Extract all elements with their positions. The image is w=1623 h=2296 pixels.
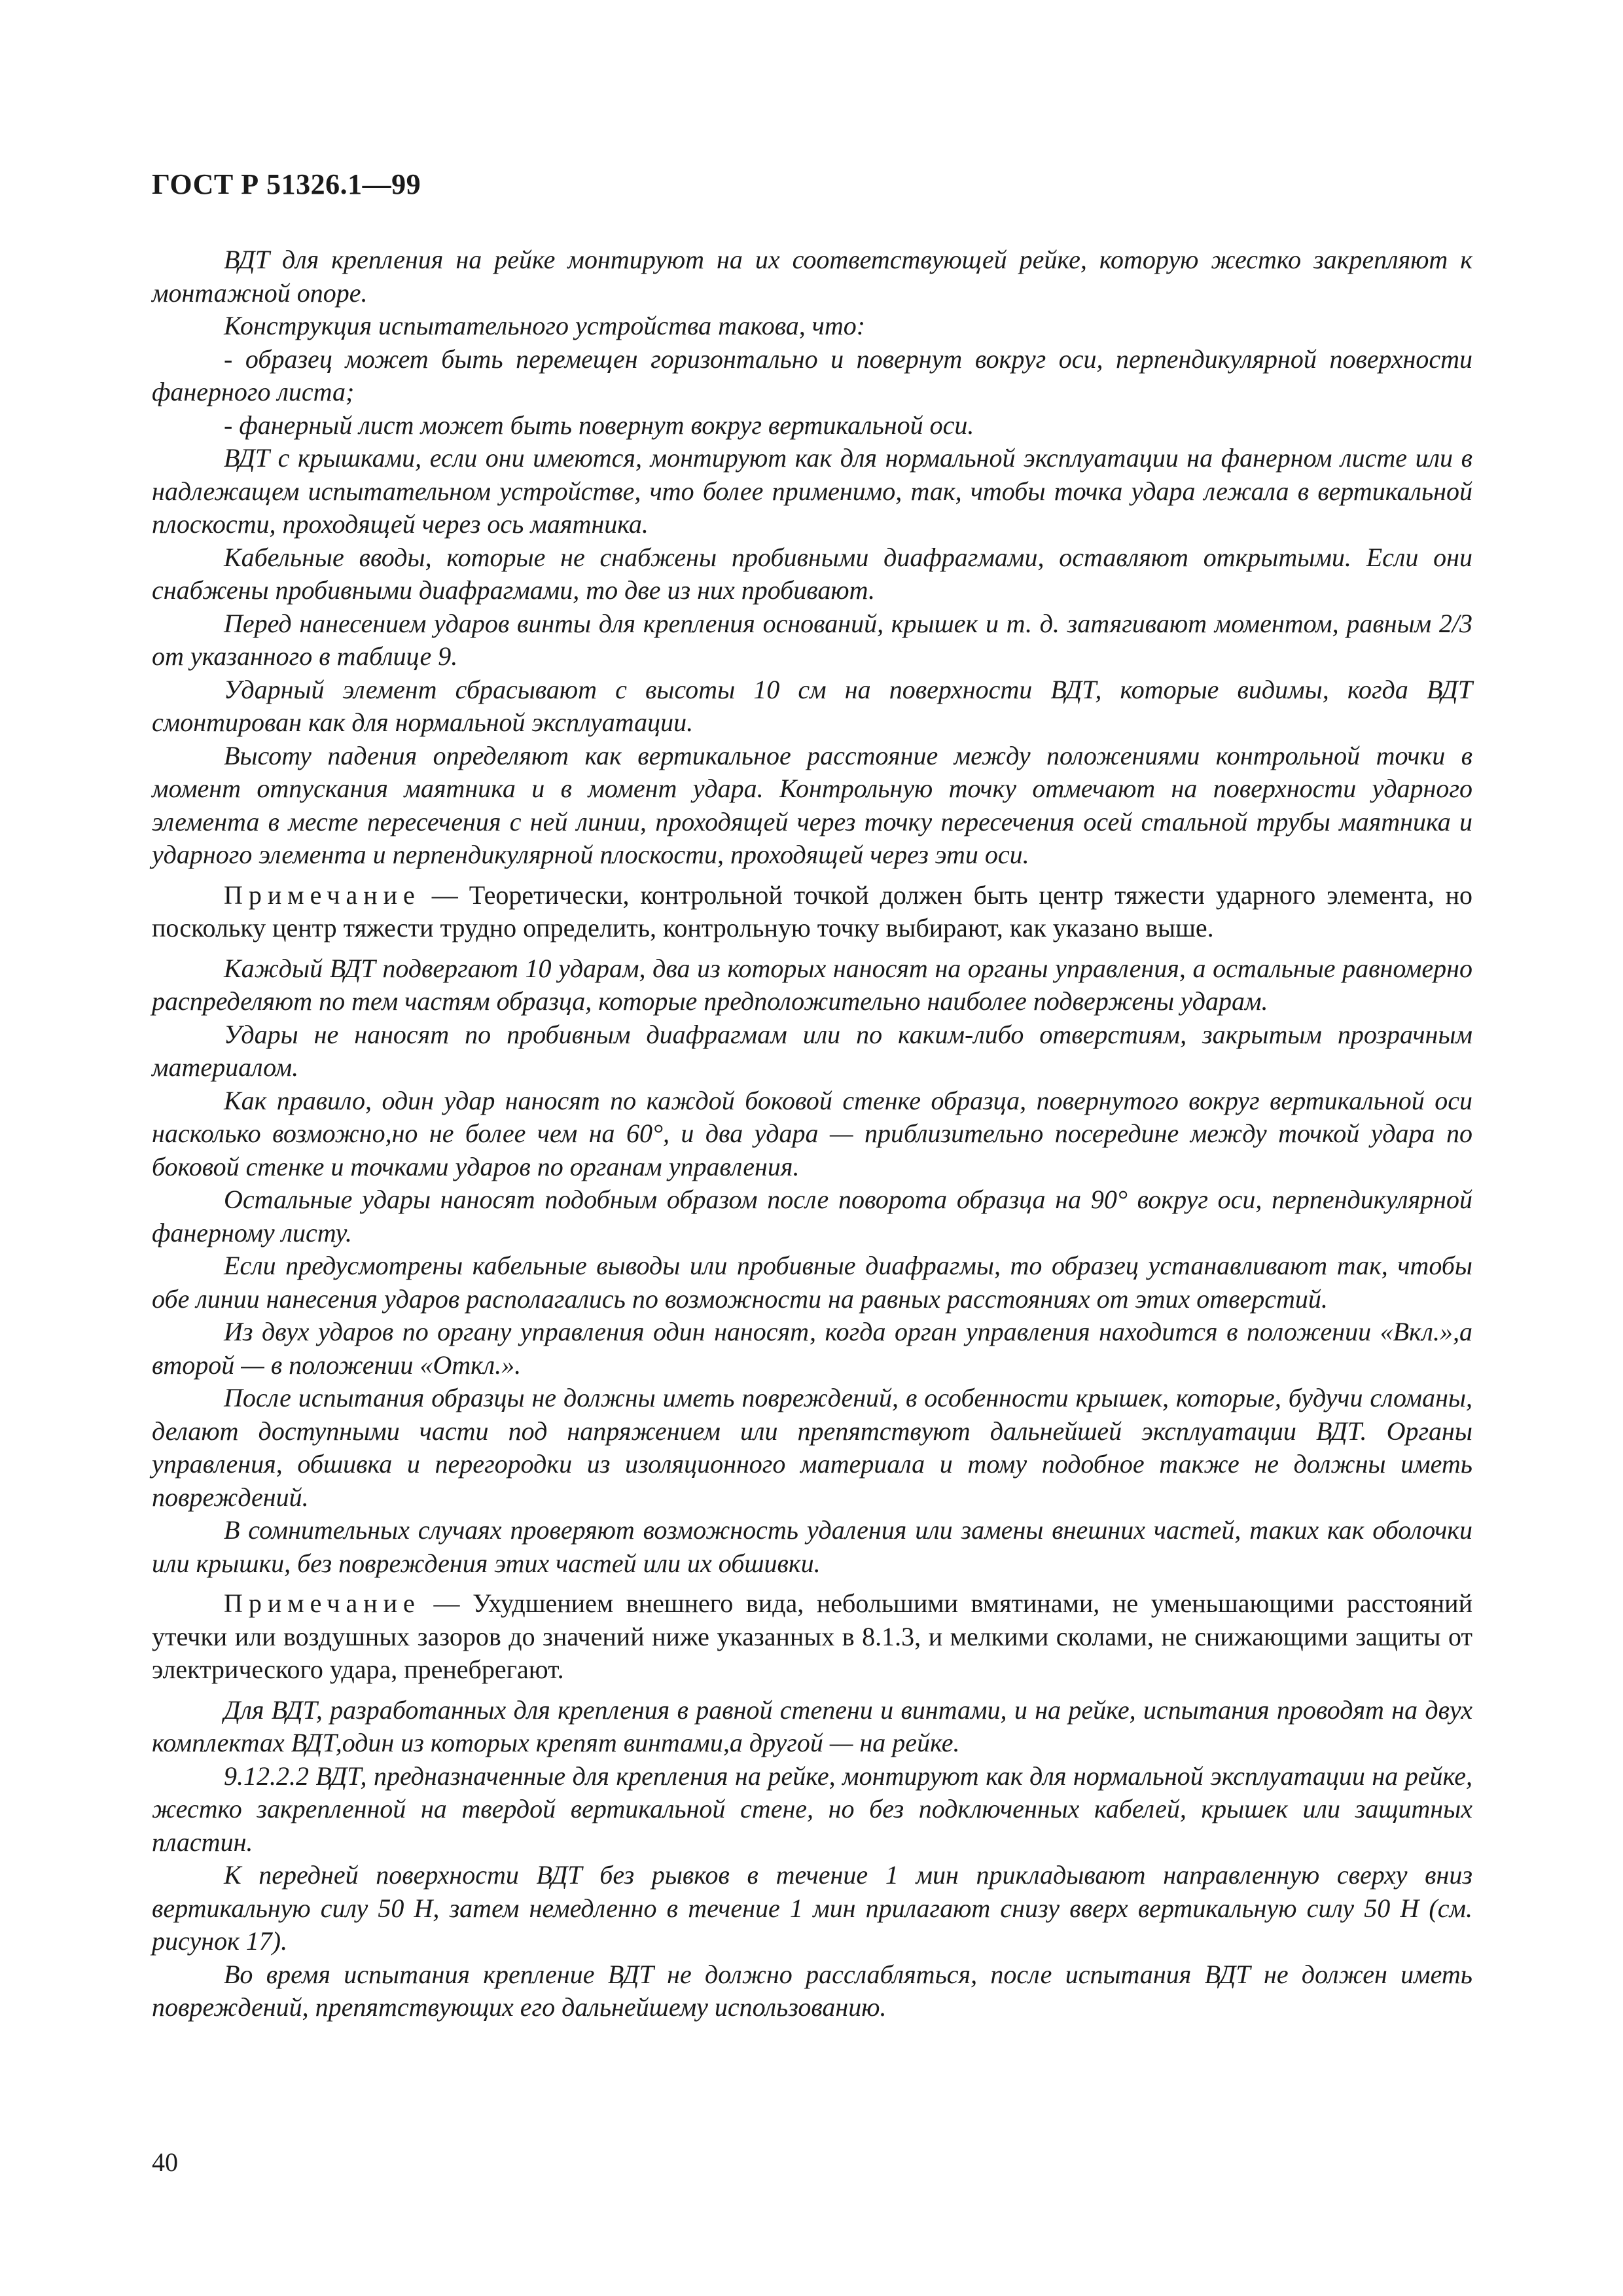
paragraph-20: К передней поверхности ВДТ без рывков в течение 1 мин прикладывают направленную сверху вниз вертикальную силу 50 Н, затем немедленно в течение 1 мин прилагают снизу вверх вертикальную силу 50 Н (см. рисунок 17).: [152, 1860, 1472, 1956]
paragraph-1: ВДТ для крепления на рейке монтируют на их соответствующей рейке, которую жестко закрепляют к монтажной опоре.: [152, 245, 1472, 308]
paragraph-13: Остальные удары наносят подобным образом после поворота образца на 90° вокруг оси, перпендикулярной фанерному листу.: [152, 1185, 1472, 1247]
document-page: [152, 0, 1472, 2296]
paragraph-5: ВДТ с крышками, если они имеются, монтируют как для нормальной эксплуатации на фанерном листе или в надлежащем испытательном устройстве, что более применимо, так, чтобы точка удара лежала в вертикальной плоскости, проходящей через ось маятника.: [152, 443, 1472, 539]
paragraph-4: - фанерный лист может быть повернут вокруг вертикальной оси.: [224, 410, 974, 440]
paragraph-14: Если предусмотрены кабельные выводы или пробивные диафрагмы, то образец устанавливают так, чтобы обе линии нанесения ударов располагались по возможности на равных расстояниях от этих отверстий.: [152, 1251, 1472, 1314]
paragraph-9: Высоту падения определяют как вертикальное расстояние между положениями контрольной точки в момент отпускания маятника и в момент удара. Контрольную точку отмечают на поверхности ударного элемента в месте пересечения с ней линии, проходящей через точку пересечения осей стальной трубы маятника и ударного элемента и перпендикулярной плоскости, проходящей через эти оси.: [152, 740, 1472, 869]
document-header: ГОСТ Р 51326.1—99: [152, 168, 421, 200]
paragraph-15: Из двух ударов по органу управления один наносят, когда орган управления находится в положении «Вкл.»,а второй — в положении «Откл.».: [152, 1317, 1472, 1380]
page-number: 40: [152, 2147, 178, 2177]
document-body: [152, 243, 1472, 2024]
paragraph-16: После испытания образцы не должны иметь повреждений, в особенности крышек, которые, будучи сломаны, делают доступными части под напряжением или препятствуют дальнейшей эксплуатации ВДТ. Органы управления, обшивка и перегородки из изоляционного материала и тому подобное также не должны иметь повреждений.: [152, 1383, 1472, 1512]
note-label: Примечание: [224, 1588, 421, 1618]
paragraph-10: Каждый ВДТ подвергают 10 ударам, два из которых наносят на органы управления, а остальные равномерно распределяют по тем частям образца, которые предположительно наиболее подвержены ударам.: [152, 953, 1472, 1016]
note-2: [152, 1587, 1472, 1687]
paragraph-19: 9.12.2.2 ВДТ, предназначенные для крепления на рейке, монтируют как для нормальной эксплуатации на рейке, жестко закрепленной на твердой вертикальной стене, но без подключенных кабелей, крышек или защитных пластин.: [152, 1761, 1472, 1857]
paragraph-6: Кабельные вводы, которые не снабжены пробивными диафрагмами, оставляют открытыми. Если они снабжены пробивными диафрагмами, то две из них пробивают.: [152, 542, 1472, 605]
paragraph-7: Перед нанесением ударов винты для крепления оснований, крышек и т. д. затягивают моментом, равным 2/3 от указанного в таблице 9.: [152, 608, 1472, 671]
paragraph-8: Ударный элемент сбрасывают с высоты 10 см на поверхности ВДТ, которые видимы, когда ВДТ смонтирован как для нормальной эксплуатации.: [152, 674, 1472, 737]
paragraph-12: Как правило, один удар наносят по каждой боковой стенке образца, повернутого вокруг вертикальной оси насколько возможно,но не более чем на 60°, и два удара — приблизительно посередине между точкой удара по боковой стенке и точками ударов по органам управления.: [152, 1085, 1472, 1181]
note-1: [152, 879, 1472, 945]
paragraph-2: Конструкция испытательного устройства такова, что:: [224, 311, 866, 340]
note-label: Примечание: [224, 880, 421, 910]
note-text: — Ухудшением внешнего вида, небольшими вмятинами, не уменьшающими расстояний утечки или воздушных зазоров до значений ниже указанных в 8.1.3, и мелкими сколами, не снижающими защиты от электрического удара, пренебрегают.: [152, 1588, 1472, 1684]
paragraph-21: Во время испытания крепление ВДТ не должно расслабляться, после испытания ВДТ не должен иметь повреждений, препятствующих его дальнейшему использованию.: [152, 1959, 1472, 2022]
paragraph-17: В сомнительных случаях проверяют возможность удаления или замены внешних частей, таких как оболочки или крышки, без повреждения этих частей или их обшивки.: [152, 1515, 1472, 1578]
paragraph-3: - образец может быть перемещен горизонтально и повернут вокруг оси, перпендикулярной поверхности фанерного листа;: [152, 344, 1472, 406]
paragraph-18: Для ВДТ, разработанных для крепления в равной степени и винтами, и на рейке, испытания проводят на двух комплектах ВДТ,один из которых крепят винтами,а другой — на рейке.: [152, 1695, 1472, 1757]
paragraph-11: Удары не наносят по пробивным диафрагмам или по каким-либо отверстиям, закрытым прозрачным материалом.: [152, 1019, 1472, 1082]
note-text: — Теоретически, контрольной точкой должен быть центр тяжести ударного элемента, но поскольку центр тяжести трудно определить, контрольную точку выбирают, как указано выше.: [152, 880, 1472, 942]
